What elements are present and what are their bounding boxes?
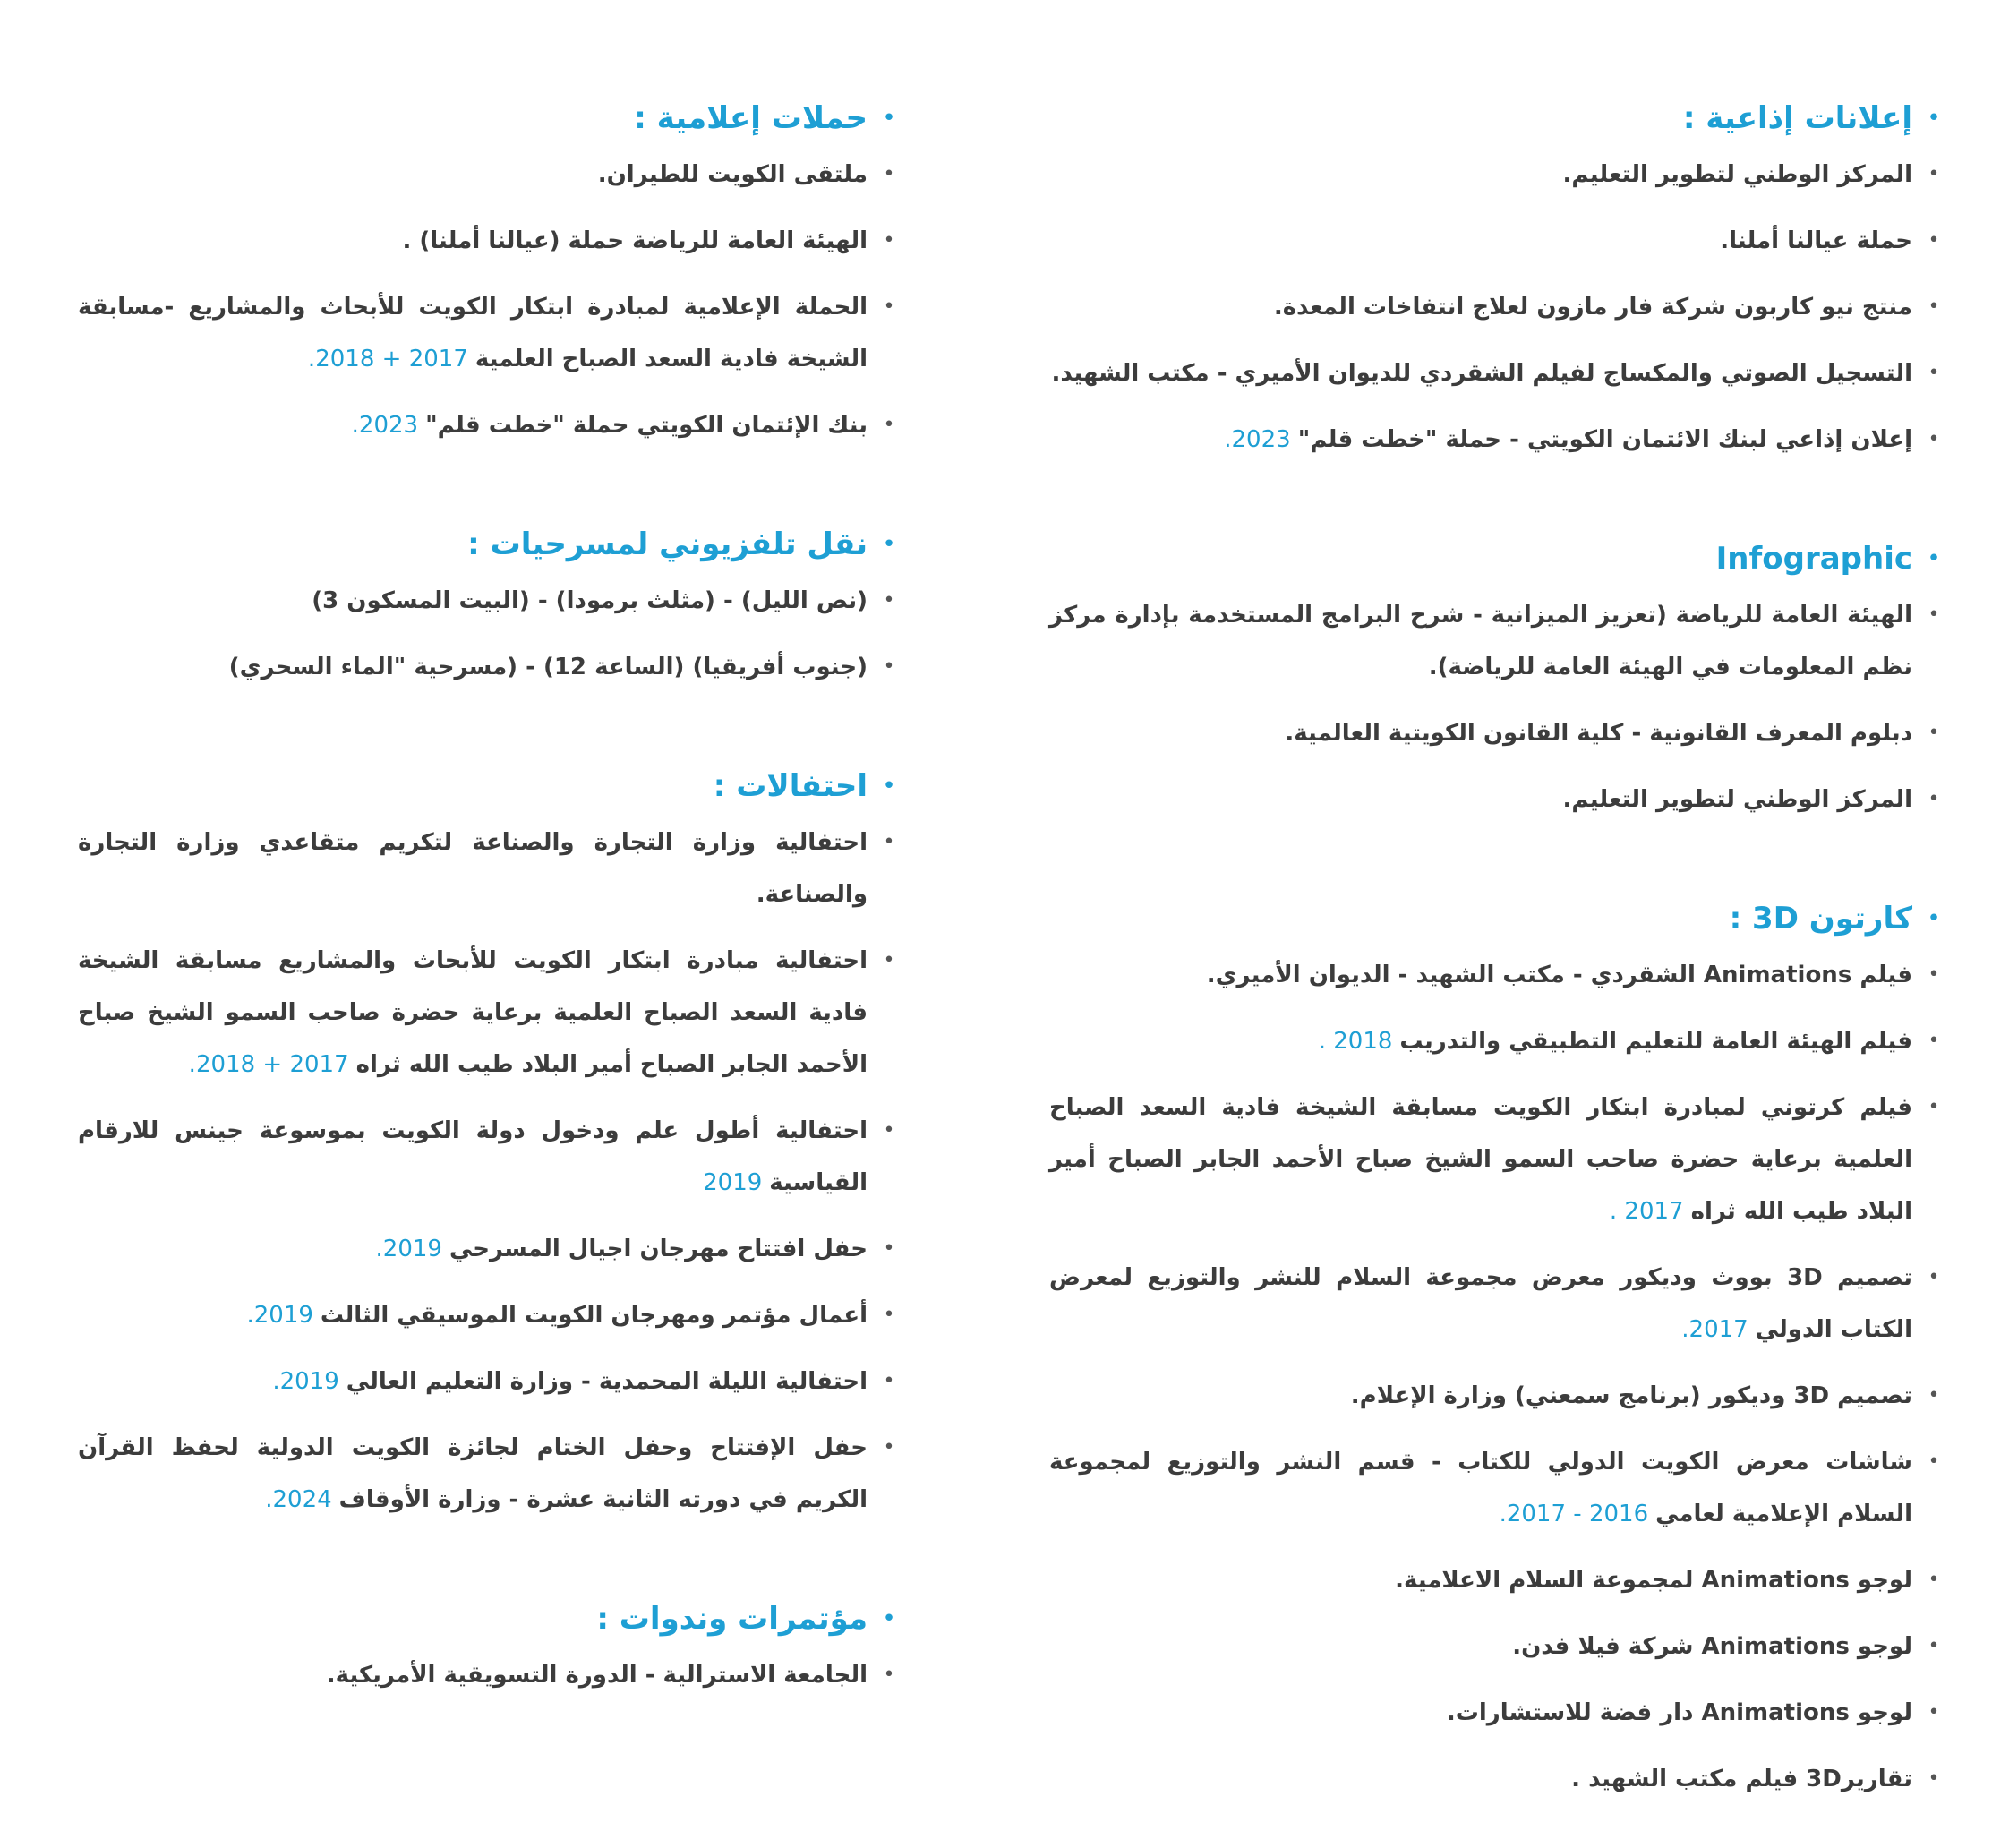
item-text: احتفالية وزارة التجارة والصناعة لتكريم متقاعدي وزارة التجارة والصناعة. bbox=[78, 829, 868, 908]
item-text-block bbox=[78, 1223, 868, 1275]
list-item bbox=[1049, 1373, 1955, 1422]
item-text: إعلان إذاعي لبنك الائتمان الكويتي - حملة "خطت قلم" bbox=[1297, 426, 1912, 453]
list-item bbox=[1049, 218, 1955, 267]
bullet-icon: • bbox=[883, 1119, 895, 1142]
list-item bbox=[1049, 593, 1955, 693]
bullet-icon: • bbox=[883, 949, 895, 971]
right-column-section-1 bbox=[1049, 537, 1955, 826]
item-text-block bbox=[1049, 1082, 1912, 1237]
left-column-section-2 bbox=[78, 765, 910, 1526]
bullet-icon: • bbox=[883, 229, 895, 252]
list-item bbox=[78, 285, 910, 385]
list-item bbox=[78, 645, 910, 693]
item-text: حفل الإفتتاح وحفل الختام لجائزة الكويت الدولية لحفظ القرآن الكريم في دورته الثانية عشرة - وزارة الأوقاف bbox=[78, 1434, 868, 1513]
right-column-section-2 bbox=[1049, 897, 1955, 1805]
bullet-icon: • bbox=[1928, 1384, 1940, 1407]
bullet-icon: • bbox=[1928, 603, 1940, 626]
left-column-section-3 bbox=[78, 1597, 910, 1701]
item-year: 2019. bbox=[375, 1236, 442, 1262]
bullet-icon: • bbox=[883, 1370, 895, 1392]
item-text: تقارير3D فيلم مكتب الشهيد . bbox=[1571, 1766, 1912, 1792]
item-text: لوجو Animations لمجموعة السلام الاعلامية. bbox=[1395, 1567, 1912, 1594]
list-item bbox=[78, 152, 910, 201]
item-text-block bbox=[78, 575, 868, 627]
list-item bbox=[1049, 1019, 1955, 1067]
item-list bbox=[1049, 953, 1955, 1805]
bullet-icon: • bbox=[1928, 1450, 1940, 1473]
item-list bbox=[78, 820, 910, 1526]
list-item bbox=[1049, 1558, 1955, 1606]
bullet-icon: • bbox=[1928, 1635, 1940, 1657]
list-item bbox=[78, 1227, 910, 1275]
heading-bullet-icon: • bbox=[1927, 905, 1941, 932]
list-item bbox=[78, 403, 910, 451]
item-text-block bbox=[1049, 1753, 1912, 1805]
section-title: حملات إعلامية : bbox=[634, 100, 868, 136]
item-text-block bbox=[78, 1105, 868, 1209]
item-text-block bbox=[78, 149, 868, 201]
item-year: 2017. bbox=[1681, 1316, 1748, 1343]
list-item bbox=[1049, 417, 1955, 466]
item-text-block bbox=[1049, 347, 1912, 399]
list-item bbox=[78, 1425, 910, 1526]
item-text: منتج نيو كاربون شركة فار مازون لعلاج انتفاخات المعدة. bbox=[1273, 294, 1912, 321]
item-text-block bbox=[78, 817, 868, 920]
item-year: 2019. bbox=[246, 1302, 313, 1329]
list-item bbox=[78, 218, 910, 267]
item-text: المركز الوطني لتطوير التعليم. bbox=[1562, 786, 1912, 813]
list-item bbox=[1049, 711, 1955, 759]
item-text-block bbox=[1049, 1252, 1912, 1356]
bullet-icon: • bbox=[883, 1664, 895, 1686]
item-text-block bbox=[1049, 281, 1912, 333]
item-year: 2016 - 2017. bbox=[1499, 1501, 1649, 1527]
section-heading-row bbox=[78, 765, 910, 808]
bullet-icon: • bbox=[1928, 1701, 1940, 1724]
bullet-icon: • bbox=[883, 831, 895, 853]
bullet-icon: • bbox=[883, 163, 895, 185]
item-text-block bbox=[1049, 1687, 1912, 1739]
bullet-icon: • bbox=[883, 1436, 895, 1459]
item-text: تصميم 3D بووث وديكور معرض مجموعة السلام للنشر والتوزيع لمعرض الكتاب الدولي bbox=[1049, 1264, 1913, 1343]
bullet-icon: • bbox=[1928, 295, 1940, 318]
item-text-block bbox=[1049, 149, 1912, 201]
item-text-block bbox=[78, 281, 868, 385]
bullet-icon: • bbox=[883, 1304, 895, 1326]
heading-bullet-icon: • bbox=[882, 105, 896, 132]
left-column-section-0 bbox=[78, 97, 910, 451]
bullet-icon: • bbox=[1928, 1096, 1940, 1118]
section-heading-row bbox=[1049, 897, 1955, 940]
item-text: أعمال مؤتمر ومهرجان الكويت الموسيقي الثالث bbox=[320, 1302, 868, 1329]
section-title: احتفالات : bbox=[713, 768, 868, 804]
bullet-icon: • bbox=[883, 655, 895, 678]
bullet-icon: • bbox=[883, 414, 895, 436]
heading-bullet-icon: • bbox=[882, 773, 896, 800]
item-year: 2018 . bbox=[1318, 1028, 1393, 1055]
heading-bullet-icon: • bbox=[882, 1605, 896, 1632]
item-year: 2019. bbox=[272, 1368, 339, 1395]
item-text: التسجيل الصوتي والمكساج لفيلم الشقردي للديوان الأميري - مكتب الشهيد. bbox=[1051, 360, 1912, 387]
item-year: 2019 bbox=[703, 1169, 763, 1196]
item-list bbox=[1049, 593, 1955, 826]
section-title: Infographic bbox=[1715, 541, 1912, 577]
bullet-icon: • bbox=[883, 1237, 895, 1260]
item-text: حفل افتتاح مهرجان اجيال المسرحي bbox=[449, 1236, 868, 1262]
item-list bbox=[78, 1653, 910, 1701]
list-item bbox=[1049, 1085, 1955, 1237]
bullet-icon: • bbox=[1928, 163, 1940, 185]
list-item bbox=[1049, 1255, 1955, 1356]
list-item bbox=[1049, 1757, 1955, 1805]
item-text-block bbox=[78, 1422, 868, 1526]
item-text-block bbox=[78, 1356, 868, 1407]
item-text-block bbox=[1049, 414, 1912, 466]
item-text-block bbox=[78, 1289, 868, 1341]
list-item bbox=[78, 938, 910, 1091]
item-text: فيلم كرتوني لمبادرة ابتكار الكويت مسابقة الشيخة فادية السعد الصباح العلمية برعاية حضرة صاحب السمو الشيخ صباح الأحمد الجابر الصباح أمير البلاد طيب الله ثراه bbox=[1049, 1094, 1912, 1225]
right-column-section-0 bbox=[1049, 97, 1955, 466]
section-title: نقل تلفزيوني لمسرحيات : bbox=[467, 526, 868, 562]
item-text: الجامعة الاسترالية - الدورة التسويقية الأمريكية. bbox=[326, 1662, 868, 1689]
list-item bbox=[1049, 1440, 1955, 1540]
left-column bbox=[78, 97, 910, 1773]
bullet-icon: • bbox=[1928, 1569, 1940, 1591]
item-text-block bbox=[78, 935, 868, 1091]
list-item bbox=[78, 578, 910, 627]
item-text: دبلوم المعرف القانونية - كلية القانون الكويتية العالمية. bbox=[1285, 720, 1912, 747]
item-text: لوجو Animations شركة فيلا فدن. bbox=[1512, 1633, 1912, 1660]
item-text: احتفالية أطول علم ودخول دولة الكويت بموسوعة جينس للارقام القياسية bbox=[78, 1117, 868, 1196]
heading-bullet-icon: • bbox=[1927, 105, 1941, 132]
item-text: الهيئة العامة للرياضة حملة (عيالنا أملنا) . bbox=[402, 227, 868, 254]
bullet-icon: • bbox=[1928, 1767, 1940, 1790]
item-text: احتفالية الليلة المحمدية - وزارة التعليم العالي bbox=[346, 1368, 868, 1395]
bullet-icon: • bbox=[883, 589, 895, 612]
item-text: حملة عيالنا أملنا. bbox=[1720, 227, 1912, 254]
list-item bbox=[1049, 351, 1955, 399]
bullet-icon: • bbox=[1928, 788, 1940, 810]
list-item bbox=[1049, 953, 1955, 1001]
item-text-block bbox=[1049, 1015, 1912, 1067]
bullet-icon: • bbox=[883, 295, 895, 318]
section-heading-row bbox=[78, 523, 910, 566]
item-text: شاشات معرض الكويت الدولي للكتاب - قسم النشر والتوزيع لمجموعة السلام الإعلامية لعامي bbox=[1049, 1449, 1912, 1527]
item-text-block bbox=[78, 215, 868, 267]
item-text-block bbox=[1049, 1554, 1912, 1606]
item-text-block bbox=[78, 1649, 868, 1701]
item-year: 2023. bbox=[1224, 426, 1291, 453]
list-item bbox=[78, 820, 910, 920]
item-list bbox=[78, 152, 910, 451]
item-text-block bbox=[1049, 589, 1912, 693]
heading-bullet-icon: • bbox=[1927, 545, 1941, 572]
list-item bbox=[1049, 285, 1955, 333]
right-column bbox=[1049, 97, 1955, 1848]
item-text: (جنوب أفريقيا) (الساعة 12) - (مسرحية "الماء السحري) bbox=[228, 654, 868, 680]
list-item bbox=[1049, 1624, 1955, 1673]
section-heading-row bbox=[78, 97, 910, 140]
item-list bbox=[1049, 152, 1955, 466]
item-year: 2017 + 2018. bbox=[307, 346, 468, 372]
bullet-icon: • bbox=[1928, 963, 1940, 986]
item-text: فيلم الهيئة العامة للتعليم التطبيقي والتدريب bbox=[1399, 1028, 1912, 1055]
item-text-block bbox=[1049, 1621, 1912, 1673]
item-year: 2017 + 2018. bbox=[188, 1051, 349, 1078]
item-text-block bbox=[1049, 1436, 1912, 1540]
section-heading-row bbox=[78, 1597, 910, 1640]
section-title: كارتون 3D : bbox=[1729, 901, 1912, 937]
item-text: ملتقى الكويت للطيران. bbox=[597, 161, 868, 188]
bullet-icon: • bbox=[1928, 1266, 1940, 1288]
item-year: 2023. bbox=[351, 412, 419, 439]
item-text-block bbox=[1049, 949, 1912, 1001]
item-text: المركز الوطني لتطوير التعليم. bbox=[1562, 161, 1912, 188]
item-list bbox=[78, 578, 910, 693]
heading-bullet-icon: • bbox=[882, 531, 896, 558]
item-text-block bbox=[1049, 707, 1912, 759]
left-column-section-1 bbox=[78, 523, 910, 693]
list-item bbox=[78, 1108, 910, 1209]
item-text: تصميم 3D وديكور (برنامج سمعني) وزارة الإعلام. bbox=[1350, 1382, 1912, 1409]
section-heading-row bbox=[1049, 537, 1955, 580]
item-year: 2024. bbox=[265, 1486, 332, 1513]
bullet-icon: • bbox=[1928, 229, 1940, 252]
section-title: مؤتمرات وندوات : bbox=[596, 1601, 868, 1637]
list-item bbox=[1049, 1690, 1955, 1739]
item-text: الهيئة العامة للرياضة (تعزيز الميزانية - شرح البرامج المستخدمة بإدارة مركز نظم المعلومات في الهيئة العامة للرياضة). bbox=[1049, 602, 1912, 680]
item-text-block bbox=[1049, 774, 1912, 826]
item-text: احتفالية مبادرة ابتكار الكويت للأبحاث والمشاريع مسابقة الشيخة فادية السعد الصباح العلمية برعاية حضرة صاحب السمو الشيخ صباح الأحمد الجابر الصباح أمير البلاد طيب الله ثراه bbox=[78, 947, 868, 1078]
item-text: (نص الليل) - (مثلث برمودا) - (البيت المسكون 3) bbox=[312, 587, 868, 614]
item-text: لوجو Animations دار فضة للاستشارات. bbox=[1446, 1699, 1912, 1726]
bullet-icon: • bbox=[1928, 1030, 1940, 1052]
section-heading-row bbox=[1049, 97, 1955, 140]
bullet-icon: • bbox=[1928, 362, 1940, 384]
item-text-block bbox=[1049, 215, 1912, 267]
item-text-block bbox=[1049, 1370, 1912, 1422]
section-title: إعلانات إذاعية : bbox=[1682, 100, 1912, 136]
bullet-icon: • bbox=[1928, 722, 1940, 744]
item-year: 2017 . bbox=[1609, 1198, 1684, 1225]
bullet-icon: • bbox=[1928, 428, 1940, 450]
item-text-block bbox=[78, 399, 868, 451]
list-item bbox=[78, 1293, 910, 1341]
item-text: فيلم Animations الشقردي - مكتب الشهيد - الديوان الأميري. bbox=[1206, 962, 1912, 988]
list-item bbox=[78, 1359, 910, 1407]
item-text: بنك الإئتمان الكويتي حملة "خطت قلم" bbox=[425, 412, 868, 439]
list-item bbox=[78, 1653, 910, 1701]
list-item bbox=[1049, 152, 1955, 201]
item-text: الحملة الإعلامية لمبادرة ابتكار الكويت للأبحاث والمشاريع -مسابقة الشيخة فادية السعد الصباح العلمية bbox=[78, 294, 868, 372]
item-text-block bbox=[78, 641, 868, 693]
list-item bbox=[1049, 777, 1955, 826]
